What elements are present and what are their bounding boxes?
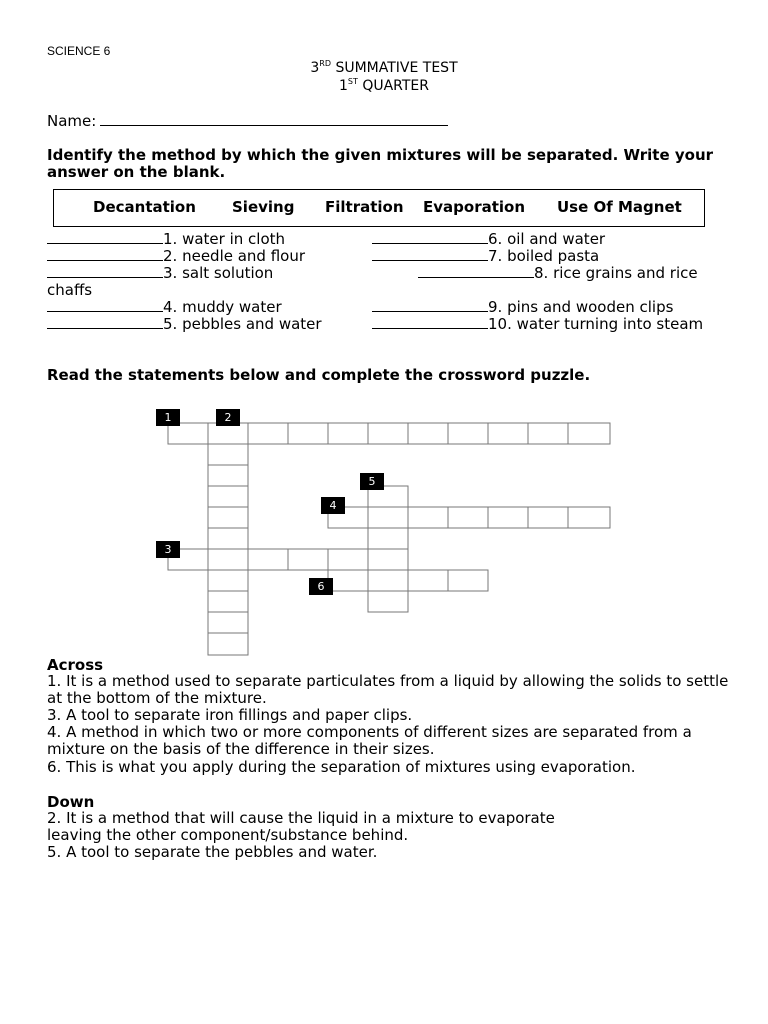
choice-evaporation: Evaporation <box>423 198 526 216</box>
choice-decantation: Decantation <box>93 198 196 216</box>
subject-label: SCIENCE 6 <box>47 44 111 58</box>
crossword-cell[interactable] <box>208 507 248 528</box>
choices-box <box>53 189 705 227</box>
across-clue-1: 1. It is a method used to separate particulates from a liquid by allowing the solids to settle at the bottom of the mixture. <box>47 672 729 707</box>
crossword-cell[interactable] <box>208 570 248 591</box>
across-clue-6: 6. This is what you apply during the separation of mixtures using evaporation. <box>47 758 636 776</box>
crossword-cell[interactable] <box>448 423 488 444</box>
clue-number-5 <box>360 473 384 490</box>
crossword-cell[interactable] <box>568 507 610 528</box>
answer-blank[interactable] <box>372 299 488 312</box>
choice-sieving: Sieving <box>232 198 295 216</box>
down-heading: Down <box>47 793 95 811</box>
choice-filtration: Filtration <box>325 198 404 216</box>
crossword-cell[interactable] <box>408 423 448 444</box>
test-title: 3RD SUMMATIVE TEST <box>310 59 458 76</box>
list-item: 10. water turning into steam <box>372 316 703 333</box>
svg-text:2: 2 <box>224 411 232 424</box>
crossword-cell[interactable] <box>248 423 288 444</box>
crossword-cell[interactable] <box>328 423 368 444</box>
crossword-cell[interactable] <box>568 423 610 444</box>
crossword-cell[interactable] <box>528 507 568 528</box>
down-clue-2: 2. It is a method that will cause the liquid in a mixture to evaporate <box>47 809 555 827</box>
crossword-cell[interactable] <box>328 549 368 570</box>
crossword-cell[interactable] <box>208 633 248 655</box>
list-item: 4. muddy water <box>47 299 282 316</box>
crossword-cell[interactable] <box>368 570 408 591</box>
list-item: 3. salt solution <box>47 265 273 282</box>
svg-text:6: 6 <box>317 580 325 593</box>
crossword-cell[interactable] <box>488 423 528 444</box>
answer-blank[interactable] <box>372 231 488 244</box>
quarter-title: 1ST QUARTER <box>338 77 430 94</box>
crossword-cell[interactable] <box>488 507 528 528</box>
answer-blank[interactable] <box>47 248 163 261</box>
crossword-cell[interactable] <box>248 549 288 570</box>
list-item: 7. boiled pasta <box>372 248 599 265</box>
choice-use-of-magnet: Use Of Magnet <box>557 198 682 216</box>
clue-number-3 <box>156 541 180 558</box>
crossword-grid <box>150 405 620 665</box>
crossword-cell[interactable] <box>208 549 248 570</box>
crossword-cell[interactable] <box>208 423 248 444</box>
name-label: Name: <box>47 112 97 130</box>
svg-text:5: 5 <box>368 475 376 488</box>
part2-instruction: Read the statements below and complete the crossword puzzle. <box>47 366 591 384</box>
crossword-cell[interactable] <box>208 444 248 465</box>
list-item: 5. pebbles and water <box>47 316 322 333</box>
crossword-cell[interactable] <box>528 423 568 444</box>
across-clue-3: 3. A tool to separate iron fillings and paper clips. <box>47 706 413 724</box>
clue-number-4 <box>321 497 345 514</box>
clue-number-2 <box>216 409 240 426</box>
down-clue-2-continued: leaving the other component/substance behind. <box>47 826 409 844</box>
list-item: 6. oil and water <box>372 231 605 248</box>
answer-blank[interactable] <box>47 299 163 312</box>
answer-blank[interactable] <box>47 231 163 244</box>
list-item: 1. water in cloth <box>47 231 285 248</box>
crossword-cell[interactable] <box>368 423 408 444</box>
crossword-cell[interactable] <box>408 507 448 528</box>
list-item: 2. needle and flour <box>47 248 305 265</box>
list-item: 9. pins and wooden clips <box>372 299 673 316</box>
answer-blank[interactable] <box>372 316 488 329</box>
answer-blank[interactable] <box>47 265 163 278</box>
crossword-cell[interactable] <box>168 423 208 444</box>
answer-blank[interactable] <box>372 248 488 261</box>
crossword-cell[interactable] <box>368 507 408 528</box>
down-clue-5: 5. A tool to separate the pebbles and water. <box>47 843 378 861</box>
answer-blank[interactable] <box>47 316 163 329</box>
across-clue-4: 4. A method in which two or more components of different sizes are separated from a mixture on the basis of the difference in their sizes. <box>47 723 692 758</box>
crossword-cell[interactable] <box>368 549 408 570</box>
crossword-cell[interactable] <box>368 528 408 549</box>
crossword-cell[interactable] <box>208 591 248 612</box>
list-item-continuation: chaffs <box>47 281 93 299</box>
crossword-cell[interactable] <box>408 570 448 591</box>
part1-instruction: Identify the method by which the given mixtures will be separated. Write your answer on the blank. <box>47 146 714 181</box>
answer-blank[interactable] <box>418 265 534 278</box>
svg-text:1: 1 <box>164 411 172 424</box>
crossword-cell[interactable] <box>208 486 248 507</box>
crossword-cell[interactable] <box>328 570 368 591</box>
svg-text:3: 3 <box>164 543 172 556</box>
name-blank[interactable] <box>100 111 448 126</box>
clue-number-1 <box>156 409 180 426</box>
crossword-cell[interactable] <box>208 528 248 549</box>
list-item: 8. rice grains and rice <box>418 265 698 282</box>
crossword-cell[interactable] <box>208 465 248 486</box>
crossword-cell[interactable] <box>288 549 328 570</box>
crossword-cell[interactable] <box>448 570 488 591</box>
across-heading: Across <box>47 656 104 674</box>
crossword-cell[interactable] <box>448 507 488 528</box>
name-field[interactable] <box>47 111 448 130</box>
crossword-cell[interactable] <box>368 591 408 612</box>
crossword-cell[interactable] <box>208 612 248 633</box>
clue-number-6 <box>309 578 333 595</box>
svg-text:4: 4 <box>329 499 337 512</box>
crossword-cell[interactable] <box>288 423 328 444</box>
